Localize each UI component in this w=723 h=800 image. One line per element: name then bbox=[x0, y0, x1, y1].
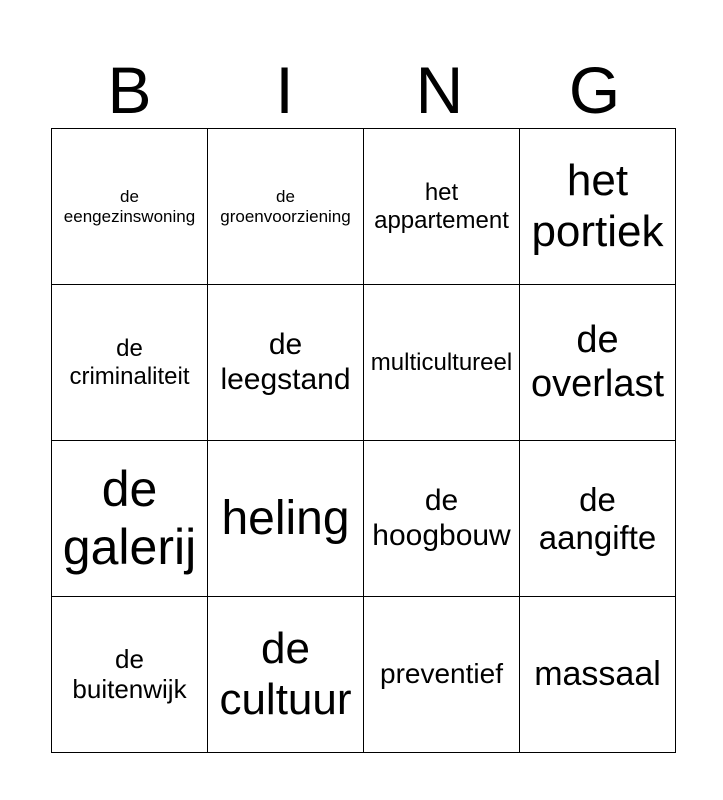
cell-text: eengezinswoning bbox=[63, 206, 196, 226]
cell-text: buitenwijk bbox=[72, 673, 187, 704]
cell-text: het bbox=[566, 155, 629, 205]
cell-text: portiek bbox=[531, 206, 664, 256]
cell-text: de bbox=[276, 186, 295, 206]
bingo-cell[interactable] bbox=[208, 597, 364, 753]
cell-text: het bbox=[424, 178, 459, 206]
header-letter-b: B bbox=[107, 53, 152, 127]
cell-text: de bbox=[101, 461, 158, 517]
bingo-cell[interactable] bbox=[520, 597, 676, 753]
cell-text: criminaliteit bbox=[69, 362, 190, 390]
bingo-cell[interactable] bbox=[364, 597, 520, 753]
header-letter-n: N bbox=[415, 53, 464, 127]
bingo-card bbox=[51, 128, 676, 753]
cell-text: de bbox=[576, 318, 619, 361]
bingo-cell[interactable] bbox=[208, 441, 364, 597]
cell-text: de bbox=[424, 484, 459, 517]
bingo-cell[interactable] bbox=[520, 129, 676, 285]
bingo-cell[interactable] bbox=[208, 285, 364, 441]
bingo-row bbox=[52, 285, 676, 441]
cell-text: leegstand bbox=[220, 362, 351, 396]
bingo-cell[interactable] bbox=[520, 285, 676, 441]
bingo-cell[interactable] bbox=[364, 441, 520, 597]
bingo-row bbox=[52, 129, 676, 285]
cell-text: aangifte bbox=[538, 518, 657, 556]
cell-text: de bbox=[579, 480, 616, 518]
cell-text: de bbox=[268, 328, 303, 361]
cell-text: overlast bbox=[530, 362, 665, 405]
header-letter-i: I bbox=[275, 53, 294, 127]
cell-text: massaal bbox=[534, 654, 661, 693]
bingo-cell[interactable] bbox=[364, 129, 520, 285]
bingo-cell[interactable] bbox=[52, 285, 208, 441]
cell-text: groenvoorziening bbox=[220, 206, 351, 226]
cell-text: appartement bbox=[374, 206, 509, 234]
cell-text: de bbox=[115, 643, 144, 674]
bingo-cell[interactable] bbox=[364, 285, 520, 441]
header-letter-g: G bbox=[568, 53, 621, 127]
bingo-row bbox=[52, 597, 676, 753]
bingo-cell[interactable] bbox=[208, 129, 364, 285]
bingo-header bbox=[52, 52, 672, 128]
cell-text: heling bbox=[221, 491, 350, 545]
cell-text: cultuur bbox=[219, 674, 352, 724]
bingo-cell[interactable] bbox=[52, 597, 208, 753]
bingo-cell[interactable] bbox=[520, 441, 676, 597]
cell-text: de bbox=[261, 623, 310, 673]
bingo-cell[interactable] bbox=[52, 129, 208, 285]
cell-text: preventief bbox=[380, 658, 503, 690]
cell-text: de bbox=[116, 334, 143, 362]
cell-text: galerij bbox=[62, 518, 197, 575]
bingo-cell[interactable] bbox=[52, 441, 208, 597]
bingo-row bbox=[52, 441, 676, 597]
cell-text: hoogbouw bbox=[372, 518, 511, 552]
cell-text: multicultureel bbox=[370, 348, 513, 376]
cell-text: de bbox=[120, 186, 139, 206]
